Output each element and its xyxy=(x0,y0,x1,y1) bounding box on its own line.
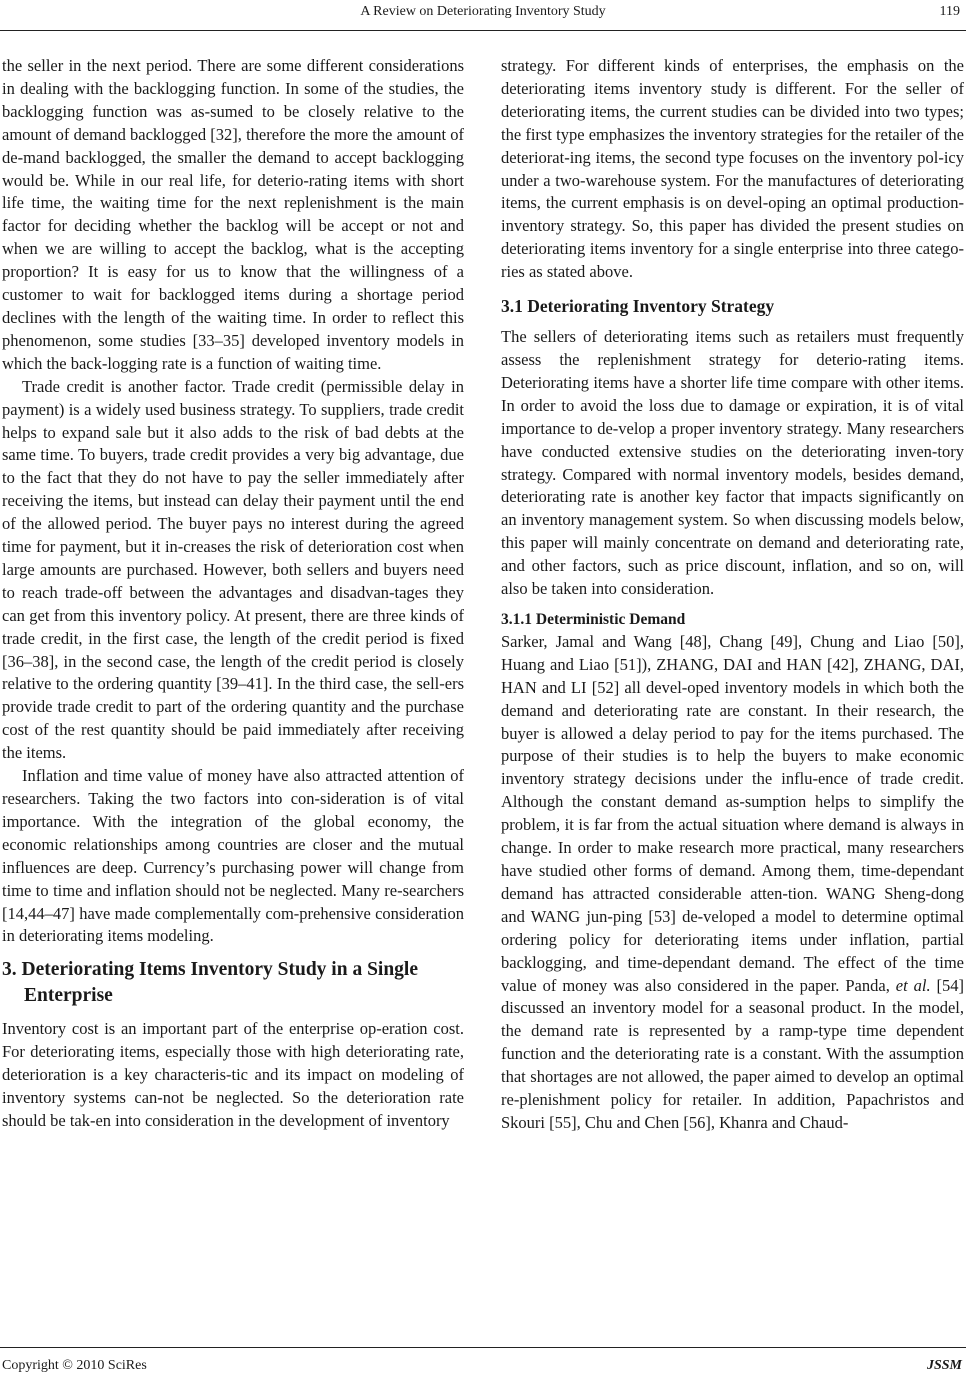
et-al-italic: et al. xyxy=(895,975,931,995)
page-number: 119 xyxy=(939,4,960,19)
paragraph-inventory-cost: Inventory cost is an important part of the enterprise op-eration cost. For deteriorating items, especially those with high deteriorating rate, deterioration is a key characteris-tic and its impact on modeling of inventory systems can-not be neglected. So the deterioration rate should be tak-en into consideration in the development of inventory xyxy=(2,1019,464,1130)
section-3-heading: 3. Deteriorating Items Inventory Study in a Single Enterprise xyxy=(2,959,418,1007)
deterministic-demand-text-b: [54] discussed an inventory model for a seasonal product. In the model, the demand rate is represented by a ramp-type time dependent function and the deteriorating rate is a constant. With the assumption that shortages are not allowed, the paper aimed to develop an optimal re-plenishment policy for retailer. In addition, Papachristos and Skouri [55], Chu and Chen [56], Khanra and Chaud- xyxy=(501,975,965,1132)
deterministic-demand-text-a: Sarker, Jamal and Wang [48], Chang [49], Chung and Liao [50], Huang and Liao [51]), ZHANG, DAI and HAN [42], ZHANG, DAI, HAN and LI [52] all devel-oped inventory models in which both the demand and deteriorating rate are constant. In their research, the buyer is allowed a delay period to pay for the items purchased. The purpose of their studies is to help the buyers to make economic inventory strategy decisions under the influ-ence of trade credit. Although the constant demand as-sumption helps to simplify the problem, it is far from the actual situation where demand is always in change. In order to make research more practical, many researchers have studied other forms of demand. Among them, time-dependant demand has attracted considerable atten-tion. WANG Sheng-dong and WANG jun-ping [53] de-veloped a model to determine optimal ordering policy for deteriorating items under inflation, partial backlogging, and time-dependant demand. The effect of the time value of money was also considered in the paper. Panda, xyxy=(501,631,964,995)
journal-abbreviation: JSSM xyxy=(926,1358,962,1373)
paragraph-backlogging: the seller in the next period. There are some different considerations in dealing with the backlogging function. In some of the studies, the backlogging function was as-sumed to be closely relative to the amount of demand backlogged [32], therefore the more the amount of de-mand backlogged, the smaller the demand to accept backlogging would be. While in our real life, for deterio-rating items with short life time, the waiting time for the next replenishment is the main factor for deciding whether the backlog will be accept or not and when we are willing to accept the backlog, what is the accepting proportion? It is easy for us to know that the willingness of a customer to wait for backlogged items during a shortage period declines with the length of the waiting time. In order to reflect this phenomenon, some studies [33–35] developed inventory models in which the back-logging rate is a function of waiting time. xyxy=(2,56,464,373)
copyright-notice: Copyright © 2010 SciRes xyxy=(2,1358,147,1373)
header-rule xyxy=(0,30,966,31)
right-column xyxy=(501,55,964,1345)
paragraph-sellers: The sellers of deteriorating items such as retailers must frequently assess the replenishment strategy for deterio-rating items. Deteriorating items have a shorter life time compare with other items. In order to avoid the loss due to damage or expiration, it is of vital importance to de-velop a proper inventory strategy. Many researchers have conducted extensive studies on the deteriorating inven-tory strategy. Compared with normal inventory models, besides demand, deteriorating rate is another key factor that impacts significantly on an inventory management system. So when discussing models below, this paper will mainly concentrate on demand and deteriorating rate, and other factors, such as price discount, inflation, and so on, will also be taken into consideration. xyxy=(501,327,964,599)
section-3-1-heading: 3.1 Deteriorating Inventory Strategy xyxy=(501,296,775,317)
paragraph-deterministic-demand xyxy=(501,631,964,1135)
running-title: A Review on Deteriorating Inventory Study xyxy=(360,4,606,19)
paragraph-strategy-intro: strategy. For different kinds of enterprises, the emphasis on the deteriorating items inventory study is different. For the seller of deteriorating items, the current studies can be divided into two types; the first type emphasizes the inventory strategies for the retailer of the deteriorat-ing items, the second type focuses on the inventory pol-icy under a two-warehouse system. For the manufactures of deteriorating items, the current emphasis is on devel-oping an optimal production-inventory strategy. So, this paper has divided the present studies on deteriorating items inventory for a single enterprise into three catego-ries as stated above. xyxy=(501,56,964,282)
section-3-1-1-heading: 3.1.1 Deterministic Demand xyxy=(501,610,686,628)
paragraph-inflation: Inflation and time value of money have also attracted attention of researchers. Taking the two factors into con-sideration is of vital importance. With the integration of the global economy, the economic relationships among countries are closer and the mutual influences are deep. Currency’s purchasing power will change from time to time and inflation should not be neglected. Many re-searchers [14,44–47] have made complementally com-prehensive consideration in deteriorating items modeling. xyxy=(2,766,464,946)
left-column xyxy=(2,55,464,1345)
paragraph-trade-credit: Trade credit is another factor. Trade credit (permissible delay in payment) is a widely used business strategy. To suppliers, trade credit helps to expand sale but it also adds to the risk of bad debts at the same time. To buyers, trade credit provides a very big advantage, due to the fact that they do not have to pay the seller immediately after receiving the items, but instead can delay their payment until the end of the allowed period. The buyer pays no interest during the agreed time for payment, but it in-creases the risk of deterioration cost when large amounts are purchased. However, both sellers and buyers need to reach trade-off between the advantages and disadvan-tages they can get from this inventory policy. At present, there are three kinds of trade credit, in the first case, the length of the credit period is fixed [36–38], in the second case, the length of the credit period is closely relative to the ordering quantity [39–41]. In the third case, the sell-ers provide trade credit to part of the ordering quantity and the purchase cost of the rest quantity should be paid immediately after receiving the items. xyxy=(2,376,464,763)
footer-rule xyxy=(0,1347,966,1348)
